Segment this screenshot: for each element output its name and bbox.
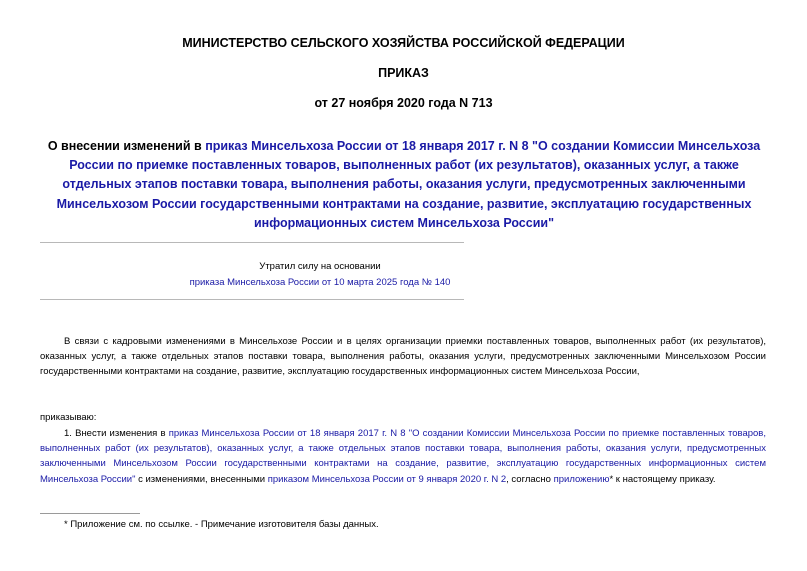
item1-order-link[interactable]: приказ Минсельхоза России от 18 января 2017 г. N 8 "О создании Комиссии Минсельхоза России по приемке поставленных товаров, выполненных работ (их результатов), оказанных услуг, а также отдельных этапов поставки товара, выполнения работы, оказания услуги, предусмотренных заключенными Минсельхозом России государственными контрактами на создание, развитие, эксплуатацию государственных информационных систем Минсельхоза России" <box>40 428 766 485</box>
preamble-paragraph: В связи с кадровыми изменениями в Минсельхозе России и в целях организации приемки поставленных товаров, выполненных работ (их результатов), оказанных услуг, а также отдельных этапов поставки товара, выполнения работы, оказания услуги, предусмотренных заключенными Минсельхозом России государственными контрактами на создание, развитие, эксплуатацию государственных информационных систем Минсельхоза России, <box>40 336 766 378</box>
document-title <box>36 137 772 233</box>
footnote-divider <box>40 513 140 514</box>
item1-end: * к настоящему приказу. <box>609 473 716 485</box>
order-word: приказываю: <box>40 412 97 423</box>
title-order-link[interactable]: приказ Минсельхоза России от 18 января 2017 г. N 8 "О создании Комиссии Минсельхоза России по приемке поставленных товаров, выполненных работ (их результатов), оказанных услуг, а также отдельных этапов поставки товара, выполнения работы, оказания услуги, предусмотренных заключенными Минсельхозом России государственными контрактами на создание, развитие, эксплуатацию государственных информационных систем Минсельхоза России" <box>56 139 761 230</box>
item1-start: 1. Внести изменения в <box>64 428 169 439</box>
repeal-notice: Утратил силу на основании <box>259 261 381 272</box>
item1-appendix-link[interactable]: приложению <box>553 473 610 485</box>
divider-top <box>40 242 464 243</box>
ministry-name: МИНИСТЕРСТВО СЕЛЬСКОГО ХОЗЯЙСТВА РОССИЙСКОЙ ФЕДЕРАЦИИ <box>182 36 625 50</box>
repeal-order-link[interactable]: приказа Минсельхоза России от 10 марта 2025 года № 140 <box>189 277 451 288</box>
item1-mid: с изменениями, внесенными <box>135 473 268 485</box>
document-type: ПРИКАЗ <box>378 66 429 80</box>
title-prefix: О внесении изменений в <box>47 139 206 153</box>
divider-bottom <box>40 299 464 300</box>
item1-mid2: , согласно <box>506 473 554 485</box>
order-item-1 <box>40 426 766 487</box>
document-date-number: от 27 ноября 2020 года N 713 <box>314 96 493 110</box>
footnote: * Приложение см. по ссылке. - Примечание изготовителя базы данных. <box>64 519 379 530</box>
item1-amendment-link[interactable]: приказом Минсельхоза России от 9 января 2020 г. N 2 <box>267 473 507 485</box>
